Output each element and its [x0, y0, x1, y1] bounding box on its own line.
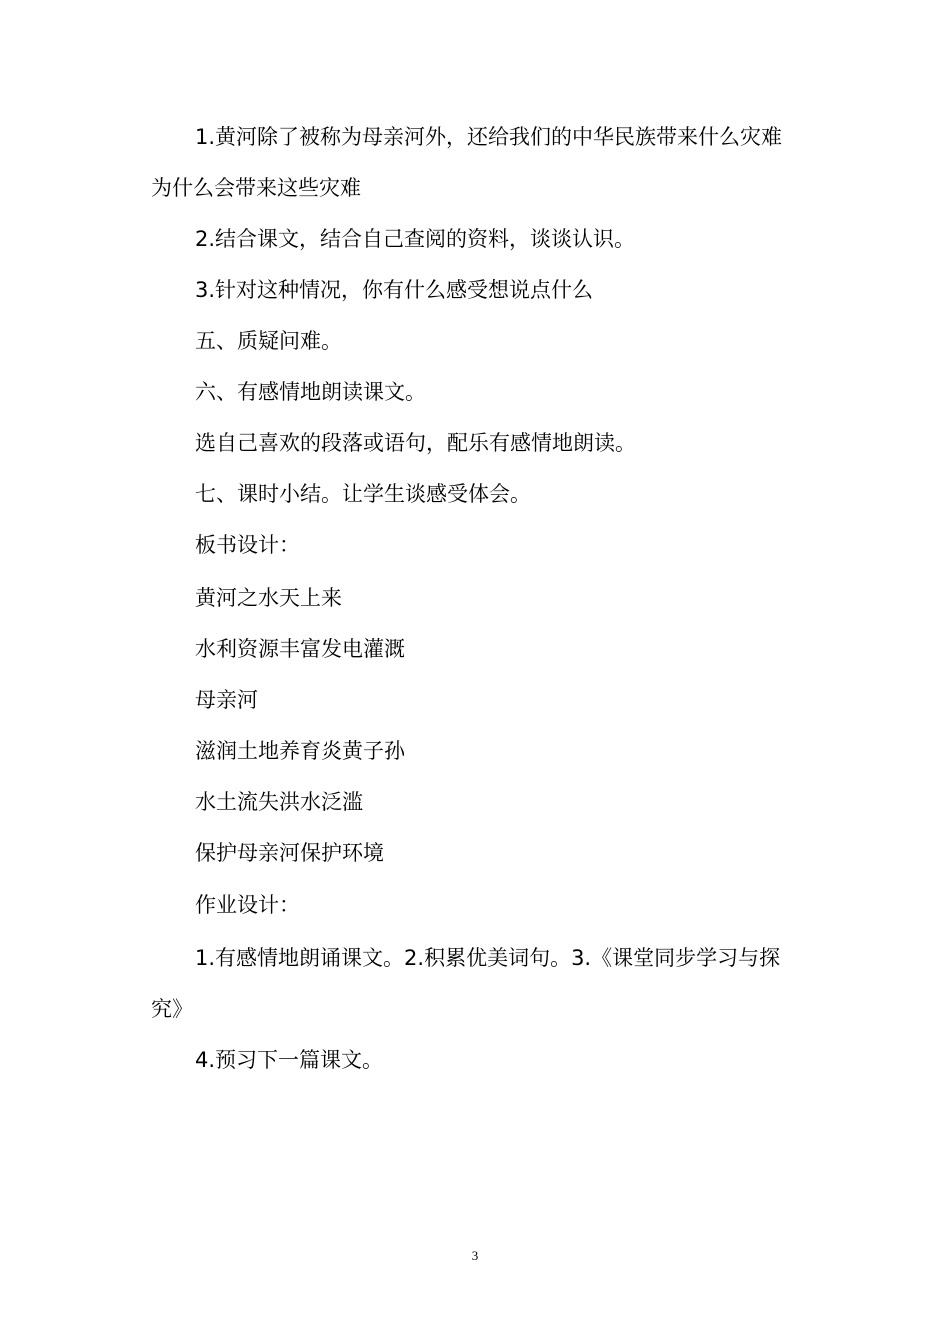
board-line-1: 黄河之水天上来 [195, 586, 342, 610]
section-heading-5: 五、质疑问难。 [195, 329, 342, 353]
paragraph-question-2: 2.结合课文，结合自己查阅的资料，谈谈认识。 [195, 227, 636, 251]
page-number: 3 [471, 1248, 479, 1263]
homework-heading: 作业设计： [195, 893, 300, 917]
board-design-heading: 板书设计： [195, 533, 300, 557]
paragraph-reading-instruction: 选自己喜欢的段落或语句，配乐有感情地朗读。 [195, 431, 636, 455]
paragraph-question-3: 3.针对这种情况，你有什么感受想说点什么 [195, 278, 594, 302]
section-heading-6: 六、有感情地朗读课文。 [195, 380, 426, 404]
board-line-6: 保护母亲河保护环境 [195, 841, 384, 865]
board-line-2: 水利资源丰富发电灌溉 [195, 637, 405, 661]
board-line-5: 水土流失洪水泛滥 [195, 790, 363, 814]
homework-items: 1.有感情地朗诵课文。2.积累优美词句。3.《课堂同步学习与探究》 [151, 946, 781, 1021]
board-line-4: 滋润土地养育炎黄子孙 [195, 739, 405, 763]
homework-item-4: 4.预习下一篇课文。 [195, 1048, 384, 1072]
board-line-3: 母亲河 [195, 688, 258, 712]
section-heading-7: 七、课时小结。让学生谈感受体会。 [195, 482, 531, 506]
paragraph-question-1: 1.黄河除了被称为母亲河外，还给我们的中华民族带来什么灾难为什么会带来这些灾难 [151, 125, 783, 200]
